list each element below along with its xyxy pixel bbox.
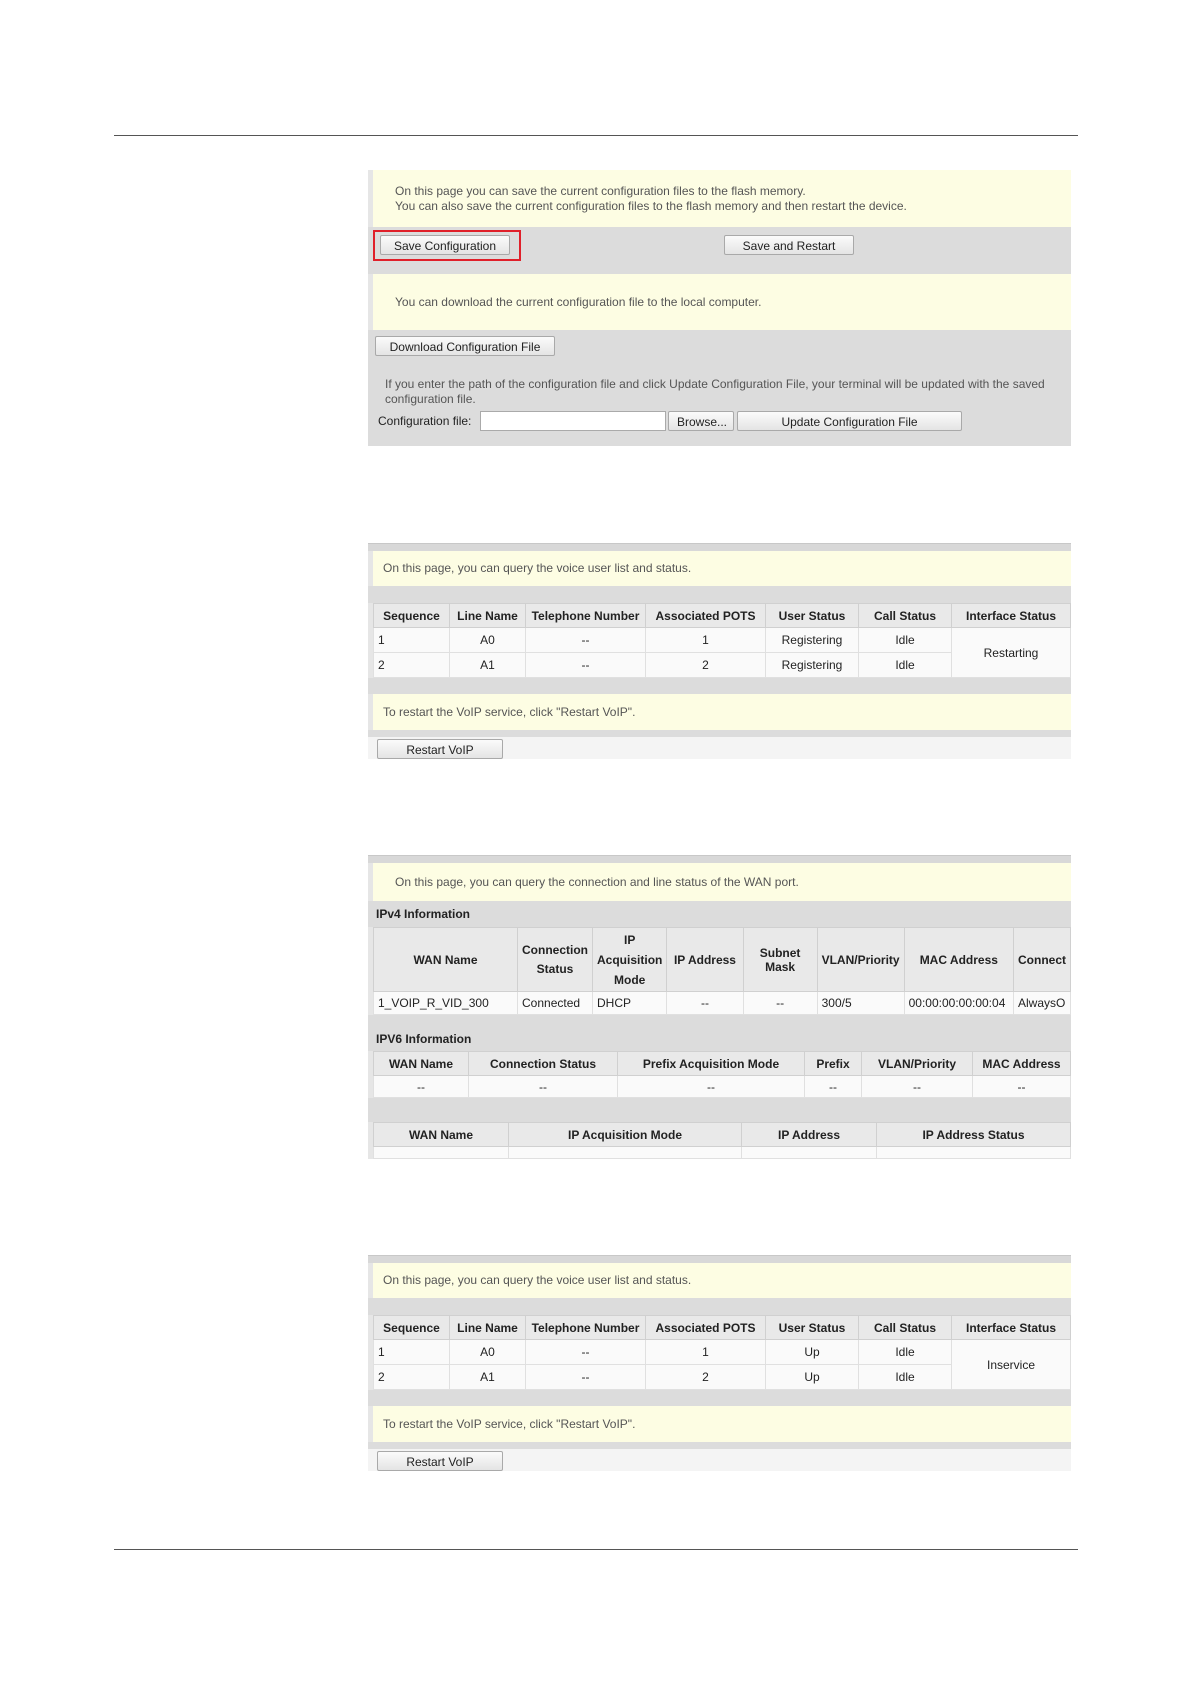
col-connection-status: Connection Status xyxy=(518,928,593,992)
interface-status-cell: Inservice xyxy=(952,1340,1071,1390)
browse-button[interactable]: Browse... xyxy=(668,411,734,431)
cell: 1 xyxy=(646,628,766,653)
ipv4-label-bar xyxy=(368,901,1071,927)
voip-user-table xyxy=(373,603,1071,678)
restart-note: To restart the VoIP service, click "Restart VoIP". xyxy=(368,1406,1071,1442)
cell: -- xyxy=(862,1076,973,1098)
cell: -- xyxy=(526,1340,646,1365)
restart-bar xyxy=(368,1442,1071,1471)
save-button-bar xyxy=(368,227,1071,274)
col-line-name: Line Name xyxy=(450,1316,526,1340)
col-subnet-mask: Subnet Mask xyxy=(743,928,817,992)
save-configuration-highlight xyxy=(373,230,521,261)
col-ip-address: IP Address xyxy=(742,1123,877,1147)
col-prefix-acquisition-mode: Prefix Acquisition Mode xyxy=(618,1052,805,1076)
cell xyxy=(742,1147,877,1159)
ipv4-table xyxy=(373,927,1071,1015)
wan-info-panel xyxy=(368,855,1071,1159)
voip-intro: On this page, you can query the voice user list and status. xyxy=(368,1263,1071,1298)
spacer-bar xyxy=(368,1390,1071,1406)
col-sequence: Sequence xyxy=(374,1316,450,1340)
restart-voip-button[interactable]: Restart VoIP xyxy=(377,739,503,759)
cell: -- xyxy=(374,1076,469,1098)
cell: -- xyxy=(743,992,817,1015)
col-wan-name: WAN Name xyxy=(374,928,518,992)
ipv6-table xyxy=(373,1051,1071,1098)
col-vlan-priority: VLAN/Priority xyxy=(862,1052,973,1076)
ip-address-table xyxy=(373,1122,1071,1159)
cell: Registering xyxy=(766,653,859,678)
cell: -- xyxy=(469,1076,618,1098)
col-wan-name: WAN Name xyxy=(374,1052,469,1076)
top-strip xyxy=(368,855,1071,863)
wan-intro: On this page, you can query the connection and line status of the WAN port. xyxy=(368,863,1071,901)
cell: Up xyxy=(766,1365,859,1390)
header-rule xyxy=(114,135,1078,136)
voip-user-table xyxy=(373,1315,1071,1390)
cell: 2 xyxy=(646,653,766,678)
col-vlan-priority: VLAN/Priority xyxy=(817,928,904,992)
config-file-input[interactable] xyxy=(480,411,666,431)
top-strip xyxy=(368,543,1071,551)
cell: A0 xyxy=(450,628,526,653)
col-associated-pots: Associated POTS xyxy=(646,1316,766,1340)
table-row xyxy=(374,992,1071,1015)
cell: -- xyxy=(667,992,743,1015)
table-header-row xyxy=(374,928,1071,992)
cell: A1 xyxy=(450,1365,526,1390)
cell: 1 xyxy=(374,1340,450,1365)
spacer-bar xyxy=(368,1298,1071,1315)
spacer-bar xyxy=(368,678,1071,694)
config-file-label: Configuration file: xyxy=(378,414,472,428)
ipv6-label: IPV6 Information xyxy=(376,1032,472,1046)
restart-bar xyxy=(368,730,1071,759)
cell: 2 xyxy=(374,653,450,678)
cell xyxy=(509,1147,742,1159)
update-configuration-file-button[interactable]: Update Configuration File xyxy=(737,411,962,431)
cell: DHCP xyxy=(593,992,667,1015)
save-intro xyxy=(368,170,1071,227)
col-ip-acquisition-mode: IP Acquisition Mode xyxy=(593,928,667,992)
col-user-status: User Status xyxy=(766,1316,859,1340)
spacer-bar xyxy=(368,586,1071,603)
table-header-row xyxy=(374,1123,1071,1147)
col-wan-name: WAN Name xyxy=(374,1123,509,1147)
cell: 1 xyxy=(374,628,450,653)
update-note: If you enter the path of the configuration file and click Update Configuration File, your terminal will be updated with the saved configuration file. xyxy=(385,377,1045,406)
restart-voip-button[interactable]: Restart VoIP xyxy=(377,1451,503,1471)
cell: AlwaysO xyxy=(1014,992,1071,1015)
cell: 2 xyxy=(374,1365,450,1390)
voip-status-panel-1 xyxy=(368,543,1071,759)
cell: A1 xyxy=(450,653,526,678)
interface-status-cell: Restarting xyxy=(952,628,1071,678)
cell: Idle xyxy=(859,628,952,653)
col-sequence: Sequence xyxy=(374,604,450,628)
table-header-row xyxy=(374,1316,1071,1340)
save-config-panel xyxy=(368,170,1071,446)
cell xyxy=(374,1147,509,1159)
col-connect: Connect xyxy=(1014,928,1071,992)
cell: 00:00:00:00:00:04 xyxy=(904,992,1013,1015)
download-update-area xyxy=(368,330,1071,446)
download-configuration-file-button[interactable]: Download Configuration File xyxy=(375,336,555,356)
col-associated-pots: Associated POTS xyxy=(646,604,766,628)
save-intro-line1: On this page you can save the current configuration files to the flash memory. xyxy=(395,184,806,198)
cell: Registering xyxy=(766,628,859,653)
col-user-status: User Status xyxy=(766,604,859,628)
col-mac-address: MAC Address xyxy=(904,928,1013,992)
table-row xyxy=(374,1076,1071,1098)
cell: Idle xyxy=(859,1365,952,1390)
save-configuration-button[interactable]: Save Configuration xyxy=(380,235,510,255)
cell: 300/5 xyxy=(817,992,904,1015)
col-mac-address: MAC Address xyxy=(973,1052,1071,1076)
cell: -- xyxy=(973,1076,1071,1098)
col-ip-acquisition-mode: IP Acquisition Mode xyxy=(509,1123,742,1147)
cell: Up xyxy=(766,1340,859,1365)
col-ip-address-status: IP Address Status xyxy=(877,1123,1071,1147)
cell: A0 xyxy=(450,1340,526,1365)
save-and-restart-button[interactable]: Save and Restart xyxy=(724,235,854,255)
col-interface-status: Interface Status xyxy=(952,1316,1071,1340)
ipv4-label: IPv4 Information xyxy=(376,907,471,921)
spacer-bar xyxy=(368,1098,1071,1122)
cell: 2 xyxy=(646,1365,766,1390)
cell: Idle xyxy=(859,1340,952,1365)
col-line-name: Line Name xyxy=(450,604,526,628)
cell: 1 xyxy=(646,1340,766,1365)
download-note: You can download the current configuration file to the local computer. xyxy=(368,274,1071,330)
col-connection-status: Connection Status xyxy=(469,1052,618,1076)
voip-intro: On this page, you can query the voice user list and status. xyxy=(368,551,1071,586)
cell xyxy=(877,1147,1071,1159)
table-row xyxy=(374,1147,1071,1159)
save-intro-line2: You can also save the current configuration files to the flash memory and then restart the device. xyxy=(395,199,907,213)
cell: -- xyxy=(526,628,646,653)
cell: -- xyxy=(805,1076,862,1098)
ipv6-label-bar xyxy=(368,1015,1071,1051)
cell: Connected xyxy=(518,992,593,1015)
col-interface-status: Interface Status xyxy=(952,604,1071,628)
col-telephone-number: Telephone Number xyxy=(526,1316,646,1340)
col-prefix: Prefix xyxy=(805,1052,862,1076)
top-strip xyxy=(368,1255,1071,1263)
table-header-row xyxy=(374,1052,1071,1076)
col-ip-address: IP Address xyxy=(667,928,743,992)
table-row xyxy=(374,628,1071,653)
cell: -- xyxy=(618,1076,805,1098)
col-telephone-number: Telephone Number xyxy=(526,604,646,628)
voip-status-panel-2 xyxy=(368,1255,1071,1471)
cell: -- xyxy=(526,1365,646,1390)
footer-rule xyxy=(114,1549,1078,1550)
table-header-row xyxy=(374,604,1071,628)
col-call-status: Call Status xyxy=(859,604,952,628)
restart-note: To restart the VoIP service, click "Restart VoIP". xyxy=(368,694,1071,730)
cell: Idle xyxy=(859,653,952,678)
table-row xyxy=(374,1340,1071,1365)
cell: -- xyxy=(526,653,646,678)
col-call-status: Call Status xyxy=(859,1316,952,1340)
cell: 1_VOIP_R_VID_300 xyxy=(374,992,518,1015)
